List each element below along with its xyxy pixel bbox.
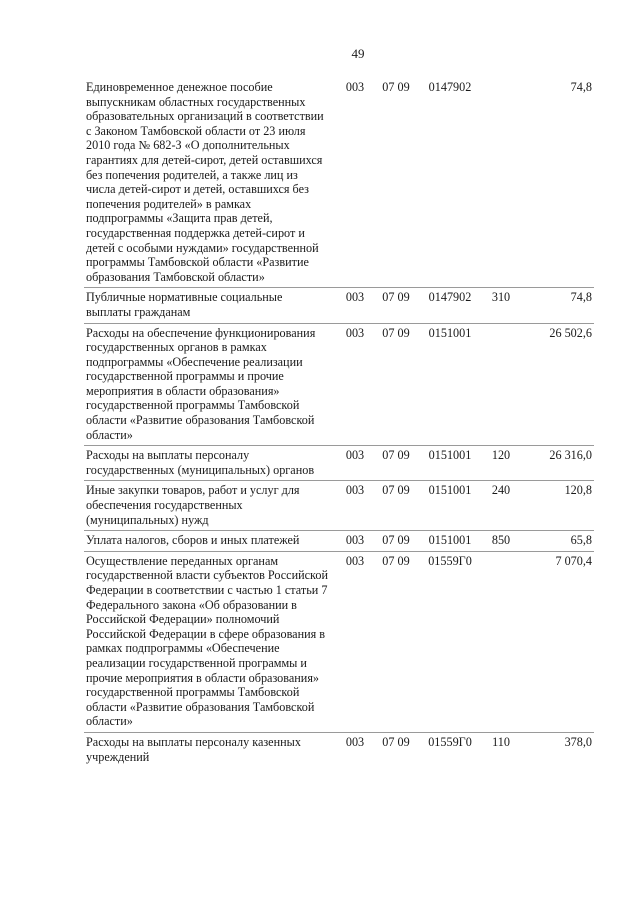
table-row [84,481,594,531]
ministry-code: 003 [345,483,365,498]
expense-name: Осуществление переданных органам государственной власти субъектов Российской Федерации в соответствии с частью 1 статьи 7 Федерального закона «Об образовании в Российской Федерации» полномочий Российской Федерации в сфере образования в рамках подпрограммы «Обеспечение реализации государственной программы и прочие мероприятия в области образования» государственной программы Тамбовской области «Развитие образования Тамбовской области» [86,553,328,729]
target-code: 0147902 [428,80,472,94]
amount: 74,8 [570,80,592,94]
table-row [84,446,594,481]
target-code: 0151001 [428,483,472,498]
target-code: 01559Г0 [428,734,472,749]
amount: 26 316,0 [549,448,592,463]
table-row [84,288,594,323]
expense-type-code: 120 [491,448,511,463]
amount: 7 070,4 [555,553,592,568]
target-code: 0151001 [428,448,472,463]
section-code: 07 09 [382,734,410,749]
expense-type-code [482,80,520,284]
expense-name: Расходы на выплаты персоналу государственных (муниципальных) органов [86,448,315,477]
expense-type-code: 310 [491,290,511,305]
expense-name: Расходы на обеспечение функционирования государственных органов в рамках подпрограммы «Обеспечение реализации государственной программы и прочие мероприятия в области образования» государственной программы Тамбовской области «Развитие образования Тамбовской области» [86,325,316,442]
amount: 65,8 [570,533,592,548]
expense-name: Уплата налогов, сборов и иных платежей [86,533,300,548]
section-code: 07 09 [382,533,410,548]
table-row [84,324,594,447]
expense-name: Публичные нормативные социальные выплаты гражданам [86,290,283,319]
target-code: 0147902 [428,290,472,305]
section-code: 07 09 [382,483,410,498]
amount: 120,8 [564,483,592,498]
table-row [84,733,594,767]
expense-type-code: 110 [492,734,510,749]
table-row [84,531,594,552]
expense-name: Иные закупки товаров, работ и услуг для обеспечения государственных (муниципальных) нужд [86,483,300,527]
section-code: 07 09 [382,448,410,463]
ministry-code: 003 [345,80,365,94]
expense-type-code [482,326,520,443]
section-code: 07 09 [382,290,410,305]
ministry-code: 003 [345,734,365,749]
table-row [84,552,594,733]
expense-type-code [482,554,520,729]
section-code: 07 09 [382,325,410,340]
amount: 378,0 [564,734,592,749]
section-code: 07 09 [382,80,410,94]
expense-name: Расходы на выплаты персоналу казенных учреждений [86,734,301,764]
page-number: 49 [351,46,365,61]
table-row [84,78,594,288]
ministry-code: 003 [345,325,365,340]
amount: 74,8 [570,290,592,305]
expense-name: Единовременное денежное пособие выпускникам областных государственных образовательных организаций в соответствии с Законом Тамбовской области от 23 июля 2010 года № 682-З «О дополнительных гарантиях для детей-сирот, детей оставшихся без попечения родителей, а также лиц из числа детей-сирот и детей, оставшихся без попечения родителей» в рамках подпрограммы «Защита прав детей, государственная поддержка детей-сирот и детей с особыми нуждами» государственной программы Тамбовской области «Развитие образования Тамбовской области» [86,80,324,284]
section-code: 07 09 [382,553,410,568]
target-code: 0151001 [428,533,472,548]
ministry-code: 003 [345,533,365,548]
budget-table [84,78,594,767]
ministry-code: 003 [345,553,365,568]
target-code: 0151001 [428,325,472,340]
expense-type-code: 850 [491,533,511,548]
ministry-code: 003 [345,448,365,463]
target-code: 01559Г0 [428,553,472,568]
ministry-code: 003 [345,290,365,305]
amount: 26 502,6 [549,325,592,340]
expense-type-code: 240 [491,483,511,498]
